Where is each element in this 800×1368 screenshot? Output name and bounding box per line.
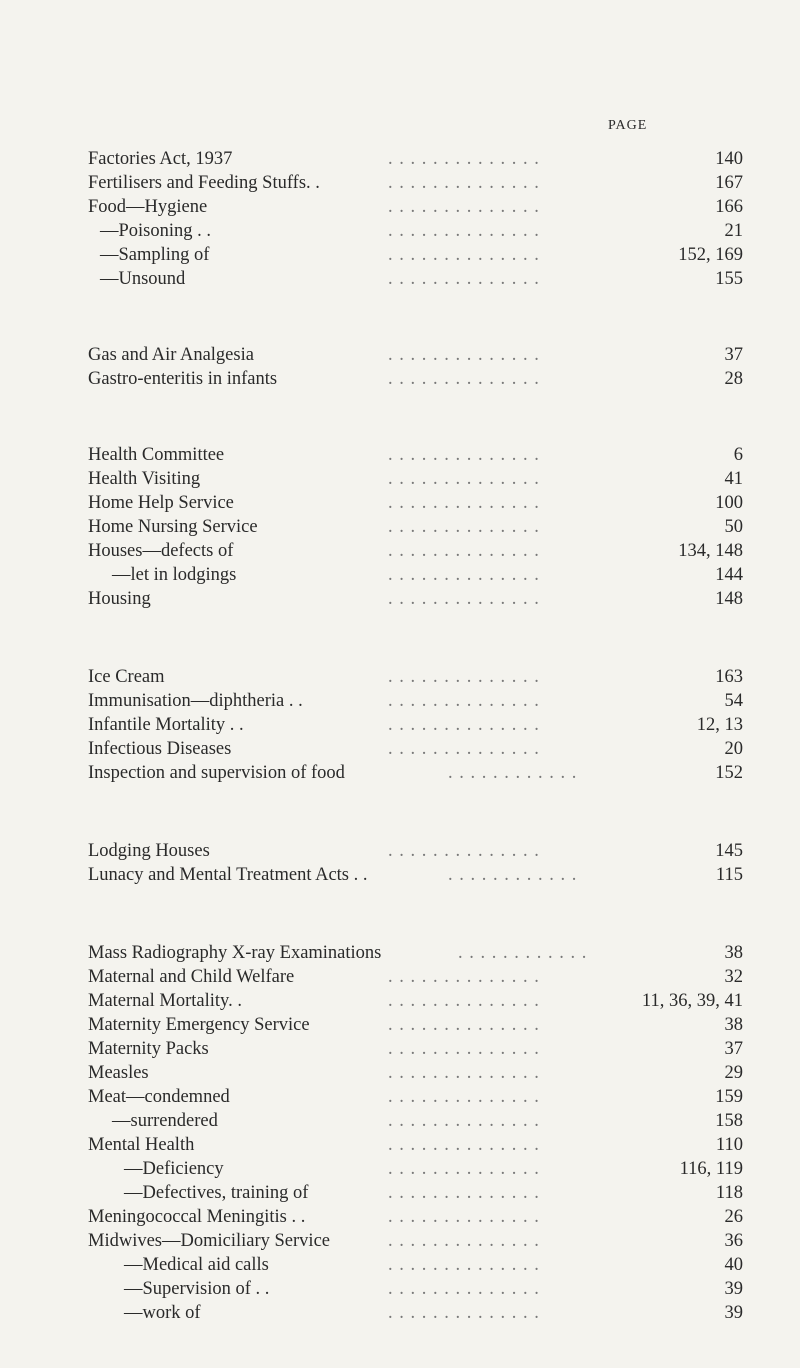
index-entry: [88, 196, 743, 218]
index-entry: [88, 690, 743, 712]
index-entry: [88, 344, 743, 366]
index-term: Ice Cream: [88, 667, 165, 687]
index-term: Housing: [88, 589, 151, 609]
index-term: Lunacy and Mental Treatment Acts . .: [88, 865, 368, 885]
page-number: 140: [715, 149, 743, 169]
page-number: 134, 148: [678, 541, 743, 561]
index-term: Health Visiting: [88, 469, 201, 489]
leader-dots: . . . . . . . . . . . . . .: [388, 1111, 540, 1131]
index-term: —surrendered: [112, 1111, 218, 1131]
leader-dots: . . . . . . . . . . . . . .: [388, 173, 540, 193]
index-entry: [88, 990, 743, 1012]
page-number: 38: [724, 943, 743, 963]
index-term: Measles: [88, 1063, 149, 1083]
page-number: 144: [715, 565, 743, 585]
index-entry: [88, 588, 743, 610]
leader-dots: . . . . . . . . . . . .: [458, 943, 588, 963]
leader-dots: . . . . . . . . . . . . . .: [388, 589, 540, 609]
index-entry: [88, 368, 743, 390]
index-term: Maternity Packs: [88, 1039, 209, 1059]
index-entry: [88, 564, 743, 586]
index-term: Mass Radiography X-ray Examinations: [88, 943, 382, 963]
page-number: 158: [715, 1111, 743, 1131]
index-term: Food—Hygiene: [88, 197, 208, 217]
page-number: 118: [715, 1183, 743, 1203]
page-number: 28: [724, 369, 743, 389]
page-number: 36: [724, 1231, 743, 1251]
page-number: 166: [715, 197, 743, 217]
index-term: Gas and Air Analgesia: [88, 345, 254, 365]
leader-dots: . . . . . . . . . . . . . .: [388, 1159, 540, 1179]
leader-dots: . . . . . . . . . . . . . .: [388, 493, 540, 513]
index-entry: [88, 666, 743, 688]
index-term: Maternity Emergency Service: [88, 1015, 310, 1035]
index-term: Home Help Service: [88, 493, 234, 513]
index-entry: [88, 1134, 743, 1156]
leader-dots: . . . . . . . . . . . . . .: [388, 1303, 540, 1323]
page-number: 167: [715, 173, 743, 193]
page-column-header: PAGE: [608, 118, 648, 133]
leader-dots: . . . . . . . . . . . . . .: [388, 1063, 540, 1083]
page-number: 116, 119: [679, 1159, 743, 1179]
page-number: 152: [715, 763, 743, 783]
index-entry: [88, 492, 743, 514]
index-entry: [88, 1158, 743, 1180]
leader-dots: . . . . . . . . . . . . . .: [388, 1183, 540, 1203]
leader-dots: . . . . . . . . . . . . . .: [388, 221, 540, 241]
leader-dots: . . . . . . . . . . . . . .: [388, 991, 540, 1011]
index-entry: [88, 1230, 743, 1252]
index-term: Maternal and Child Welfare: [88, 967, 295, 987]
index-entry: [88, 1278, 743, 1300]
page-number: 37: [724, 1039, 743, 1059]
page-number: 40: [724, 1255, 743, 1275]
index-term: Immunisation—diphtheria . .: [88, 691, 303, 711]
index-term: Maternal Mortality. .: [88, 991, 242, 1011]
page-number: 39: [724, 1279, 743, 1299]
index-term: —Deficiency: [124, 1159, 224, 1179]
index-entry: [88, 244, 743, 266]
page-number: 148: [715, 589, 743, 609]
index-term: Fertilisers and Feeding Stuffs. .: [88, 173, 320, 193]
leader-dots: . . . . . . . . . . . . . .: [388, 517, 540, 537]
index-term: Meningococcal Meningitis . .: [88, 1207, 306, 1227]
index-term: Factories Act, 1937: [88, 149, 233, 169]
page-number: 100: [715, 493, 743, 513]
index-entry: [88, 714, 743, 736]
index-entry: [88, 540, 743, 562]
leader-dots: . . . . . . . . . . . .: [448, 763, 578, 783]
index-entry: [88, 468, 743, 490]
index-entry: [88, 1038, 743, 1060]
page-number: 152, 169: [678, 245, 743, 265]
index-term: Lodging Houses: [88, 841, 210, 861]
leader-dots: . . . . . . . . . . . . . .: [388, 667, 540, 687]
index-entry: [88, 942, 743, 964]
index-term: —Supervision of . .: [124, 1279, 270, 1299]
leader-dots: . . . . . . . . . . . . . .: [388, 1279, 540, 1299]
index-entry: [88, 738, 743, 760]
leader-dots: . . . . . . . . . . . . . .: [388, 369, 540, 389]
index-entry: [88, 268, 743, 290]
page-number: 50: [724, 517, 743, 537]
leader-dots: . . . . . . . . . . . . . .: [388, 1015, 540, 1035]
index-entry: [88, 1062, 743, 1084]
index-term: Infantile Mortality . .: [88, 715, 244, 735]
page-number: 21: [724, 221, 743, 241]
leader-dots: . . . . . . . . . . . . . .: [388, 469, 540, 489]
leader-dots: . . . . . . . . . . . . . .: [388, 445, 540, 465]
leader-dots: . . . . . . . . . . . . . .: [388, 841, 540, 861]
page-number: 145: [715, 841, 743, 861]
leader-dots: . . . . . . . . . . . . . .: [388, 149, 540, 169]
index-entry: [88, 966, 743, 988]
leader-dots: . . . . . . . . . . . .: [448, 865, 578, 885]
index-term: —Poisoning . .: [100, 221, 212, 241]
leader-dots: . . . . . . . . . . . . . .: [388, 967, 540, 987]
leader-dots: . . . . . . . . . . . . . .: [388, 1255, 540, 1275]
index-term: Midwives—Domiciliary Service: [88, 1231, 330, 1251]
index-term: Meat—condemned: [88, 1087, 230, 1107]
leader-dots: . . . . . . . . . . . . . .: [388, 739, 540, 759]
index-entry: [88, 220, 743, 242]
index-term: —Sampling of: [100, 245, 210, 265]
index-entry: [88, 1254, 743, 1276]
leader-dots: . . . . . . . . . . . . . .: [388, 1135, 540, 1155]
page-number: 155: [715, 269, 743, 289]
index-term: —Defectives, training of: [124, 1183, 309, 1203]
leader-dots: . . . . . . . . . . . . . .: [388, 715, 540, 735]
index-entry: [88, 444, 743, 466]
index-term: —let in lodgings: [112, 565, 237, 585]
index-term: —Medical aid calls: [124, 1255, 269, 1275]
page-number: 12, 13: [696, 715, 743, 735]
index-term: Home Nursing Service: [88, 517, 258, 537]
page-number: 115: [715, 865, 743, 885]
index-entry: [88, 172, 743, 194]
page-number: 54: [724, 691, 743, 711]
page-number: 39: [724, 1303, 743, 1323]
page-number: 29: [724, 1063, 743, 1083]
page-number: 37: [724, 345, 743, 365]
index-term: Health Committee: [88, 445, 225, 465]
page-number: 26: [724, 1207, 743, 1227]
index-entry: [88, 840, 743, 862]
leader-dots: . . . . . . . . . . . . . .: [388, 565, 540, 585]
page-number: 163: [715, 667, 743, 687]
leader-dots: . . . . . . . . . . . . . .: [388, 245, 540, 265]
index-entry: [88, 1182, 743, 1204]
leader-dots: . . . . . . . . . . . . . .: [388, 1087, 540, 1107]
leader-dots: . . . . . . . . . . . . . .: [388, 1231, 540, 1251]
leader-dots: . . . . . . . . . . . . . .: [388, 269, 540, 289]
index-term: —Unsound: [100, 269, 186, 289]
index-term: Gastro-enteritis in infants: [88, 369, 278, 389]
index-entry: [88, 148, 743, 170]
index-entry: [88, 864, 743, 886]
index-entry: [88, 1206, 743, 1228]
page-number: 159: [715, 1087, 743, 1107]
leader-dots: . . . . . . . . . . . . . .: [388, 1207, 540, 1227]
index-entry: [88, 1302, 743, 1324]
index-term: Inspection and supervision of food: [88, 763, 345, 783]
page-number: 41: [724, 469, 743, 489]
leader-dots: . . . . . . . . . . . . . .: [388, 541, 540, 561]
index-entry: [88, 762, 743, 784]
index-term: Mental Health: [88, 1135, 195, 1155]
index-term: —work of: [124, 1303, 201, 1323]
page-number: 110: [715, 1135, 743, 1155]
leader-dots: . . . . . . . . . . . . . .: [388, 691, 540, 711]
leader-dots: . . . . . . . . . . . . . .: [388, 345, 540, 365]
index-entry: [88, 1014, 743, 1036]
index-entry: [88, 516, 743, 538]
page-number: 32: [724, 967, 743, 987]
index-entry: [88, 1110, 743, 1132]
index-term: Houses—defects of: [88, 541, 234, 561]
leader-dots: . . . . . . . . . . . . . .: [388, 197, 540, 217]
page-number: 20: [724, 739, 743, 759]
index-term: Infectious Diseases: [88, 739, 232, 759]
page-number: 6: [733, 445, 743, 465]
index-entry: [88, 1086, 743, 1108]
page-number: 38: [724, 1015, 743, 1035]
leader-dots: . . . . . . . . . . . . . .: [388, 1039, 540, 1059]
page-number: 11, 36, 39, 41: [641, 991, 743, 1011]
